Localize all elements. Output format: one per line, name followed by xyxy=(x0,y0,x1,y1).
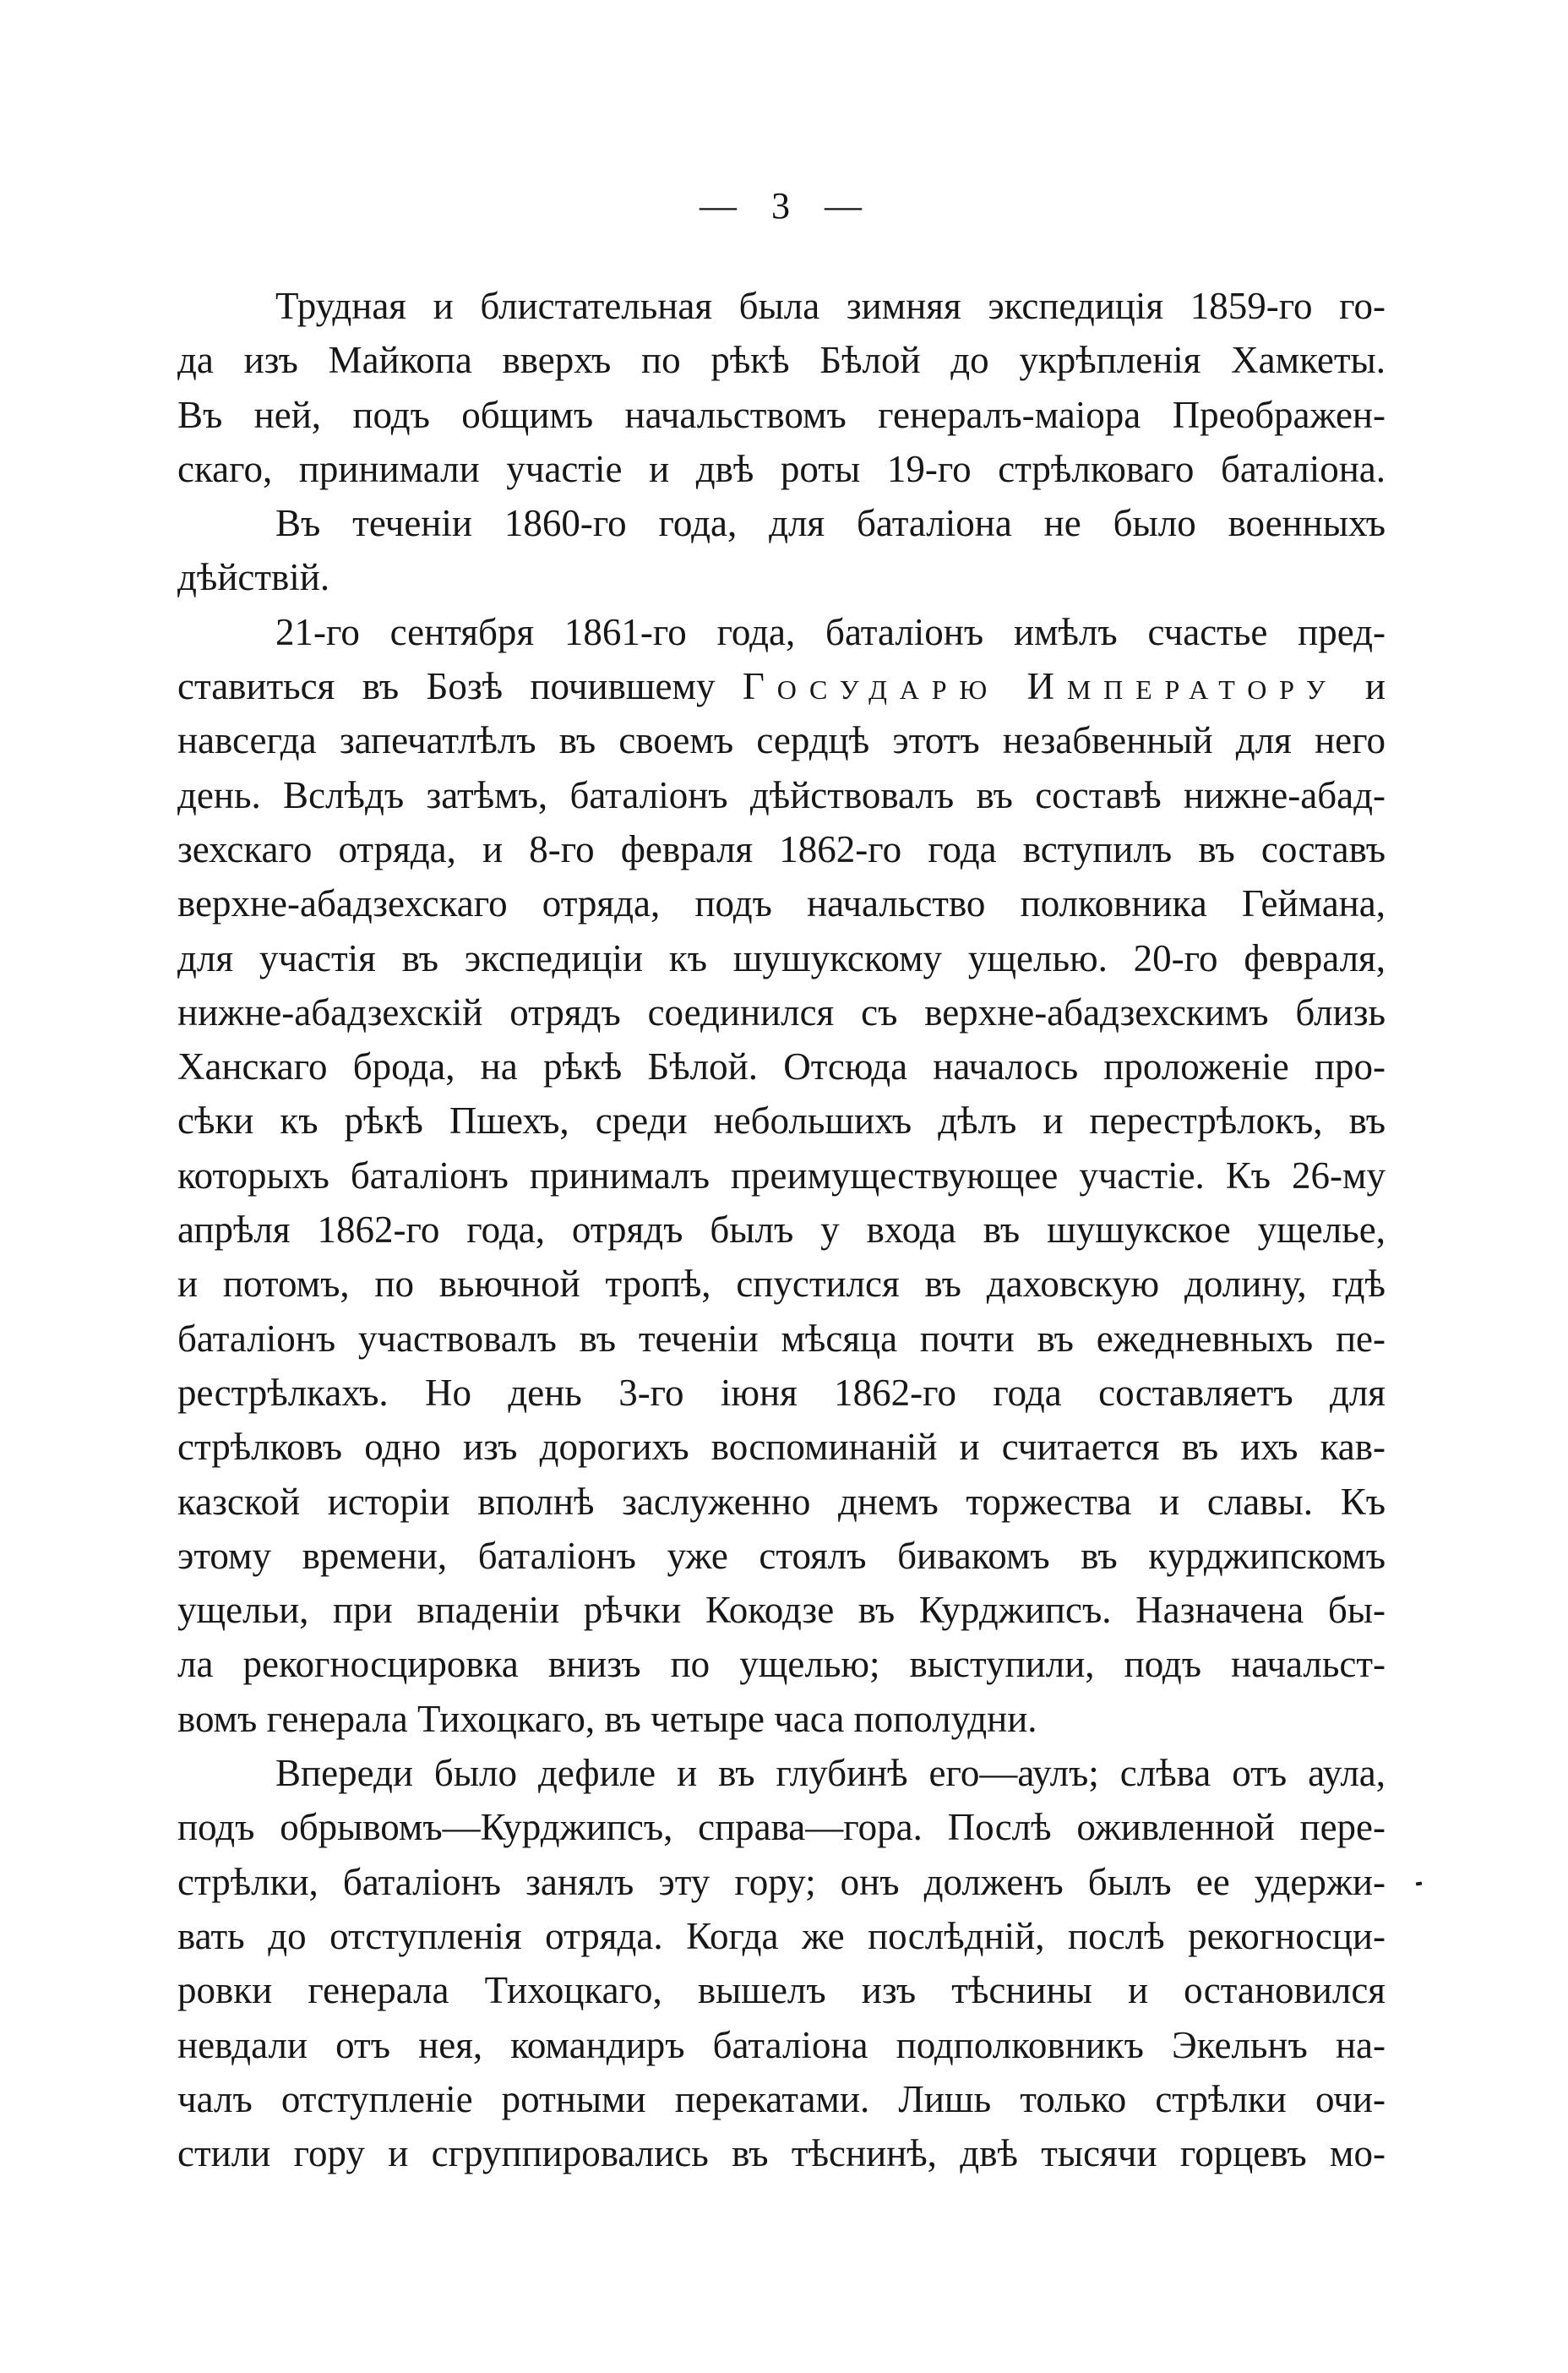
text-line: вать до отступленія отряда. Когда же послѣдній, послѣ рекогносци- xyxy=(177,1914,1386,1957)
spaced-caps-word: Государю xyxy=(742,665,1000,708)
text-line: Трудная и блистательная была зимняя экспедиція 1859-го го- xyxy=(275,285,1386,327)
text-line: стрѣлки, баталіонъ занялъ эту гору; онъ долженъ былъ ее удержи- xyxy=(177,1860,1386,1903)
text-line: вомъ генерала Тихоцкаго, въ четыре часа пополудни. xyxy=(177,1697,1037,1740)
body-text xyxy=(177,279,1386,2180)
text-line: стрѣлковъ одно изъ дорогихъ воспоминаній и считается въ ихъ кав- xyxy=(177,1426,1386,1469)
text-line: которыхъ баталіонъ принималъ преимуществующее участіе. Къ 26-му xyxy=(177,1154,1386,1197)
ink-speck xyxy=(1416,1882,1422,1886)
text-line: казской исторіи вполнѣ заслуженно днемъ торжества и славы. Къ xyxy=(177,1480,1386,1523)
text-line: Въ теченіи 1860-го года, для баталіона не было военныхъ xyxy=(275,502,1386,545)
text-line: скаго, принимали участіе и двѣ роты 19-го стрѣлковаго баталіона. xyxy=(177,447,1386,490)
text-line: подъ обрывомъ—Курджипсъ, справа—гора. Послѣ оживленной пере- xyxy=(177,1806,1386,1849)
text-line: Впереди было дефиле и въ глубинѣ его—аулъ; слѣва отъ аула, xyxy=(275,1752,1386,1795)
text-line: баталіонъ участвовалъ въ теченіи мѣсяца почти въ ежедневныхъ пе- xyxy=(177,1317,1386,1360)
text-line: зехскаго отряда, и 8-го февраля 1862-го года вступилъ въ составъ xyxy=(177,827,1386,870)
text-line: этому времени, баталіонъ уже стоялъ бивакомъ въ курджипскомъ xyxy=(177,1534,1386,1577)
text-line: невдали отъ нея, командиръ баталіона подполковникъ Экельнъ на- xyxy=(177,2023,1386,2066)
text-line: Ханскаго брода, на рѣкѣ Бѣлой. Отсюда началось проложеніе про- xyxy=(177,1045,1386,1088)
text-line: рестрѣлкахъ. Но день 3-го іюня 1862-го года составляетъ для xyxy=(177,1371,1386,1414)
text-line: верхне-абадзехскаго отряда, подъ начальство полковника Геймана, xyxy=(177,882,1386,925)
text-line: апрѣля 1862-го года, отрядъ былъ у входа въ шушукское ущелье, xyxy=(177,1208,1386,1252)
text-line xyxy=(177,659,1386,713)
text-line: навсегда запечатлѣлъ въ своемъ сердцѣ этотъ незабвенный для него xyxy=(177,719,1386,762)
text-segment: ставиться въ Бозѣ почившему xyxy=(177,665,743,708)
text-line: Въ ней, подъ общимъ начальствомъ генералъ-маіора Преображен- xyxy=(177,393,1386,436)
text-line: ла рекогносцировка внизъ по ущелью; выступили, подъ начальст- xyxy=(177,1643,1386,1686)
spaced-caps-word: Императору xyxy=(1026,665,1338,708)
text-line: сѣки къ рѣкѣ Пшехъ, среди небольшихъ дѣлъ и перестрѣлокъ, въ xyxy=(177,1099,1386,1143)
text-line: нижне-абадзехскій отрядъ соединился съ верхне-абадзехскимъ близь xyxy=(177,990,1386,1034)
text-line: для участія въ экспедиціи къ шушукскому ущелью. 20-го февраля, xyxy=(177,936,1386,979)
text-line: 21-го сентября 1861-го года, баталіонъ имѣлъ счастье пред- xyxy=(275,610,1386,653)
text-line: ущельи, при впаденіи рѣчки Кокодзе въ Курджипсъ. Назначена бы- xyxy=(177,1589,1386,1632)
text-line: и потомъ, по вьючной тропѣ, спустился въ даховскую долину, гдѣ xyxy=(177,1263,1386,1306)
text-line: стили гору и сгруппировались въ тѣснинѣ, двѣ тысячи горцевъ мо- xyxy=(177,2132,1386,2175)
text-segment xyxy=(999,665,1026,707)
text-line: день. Вслѣдъ затѣмъ, баталіонъ дѣйствовалъ въ составѣ нижне-абад- xyxy=(177,773,1386,816)
text-line: дѣйствій. xyxy=(177,556,330,599)
text-segment: и xyxy=(1337,665,1386,708)
page-number: — 3 — xyxy=(700,185,863,226)
text-line: ровки генерала Тихоцкаго, вышелъ изъ тѣснины и остановился xyxy=(177,1969,1386,2012)
text-line: да изъ Майкопа вверхъ по рѣкѣ Бѣлой до укрѣпленія Хамкеты. xyxy=(177,339,1386,382)
text-line: чалъ отступленіе ротными перекатами. Лишь только стрѣлки очи- xyxy=(177,2077,1386,2120)
